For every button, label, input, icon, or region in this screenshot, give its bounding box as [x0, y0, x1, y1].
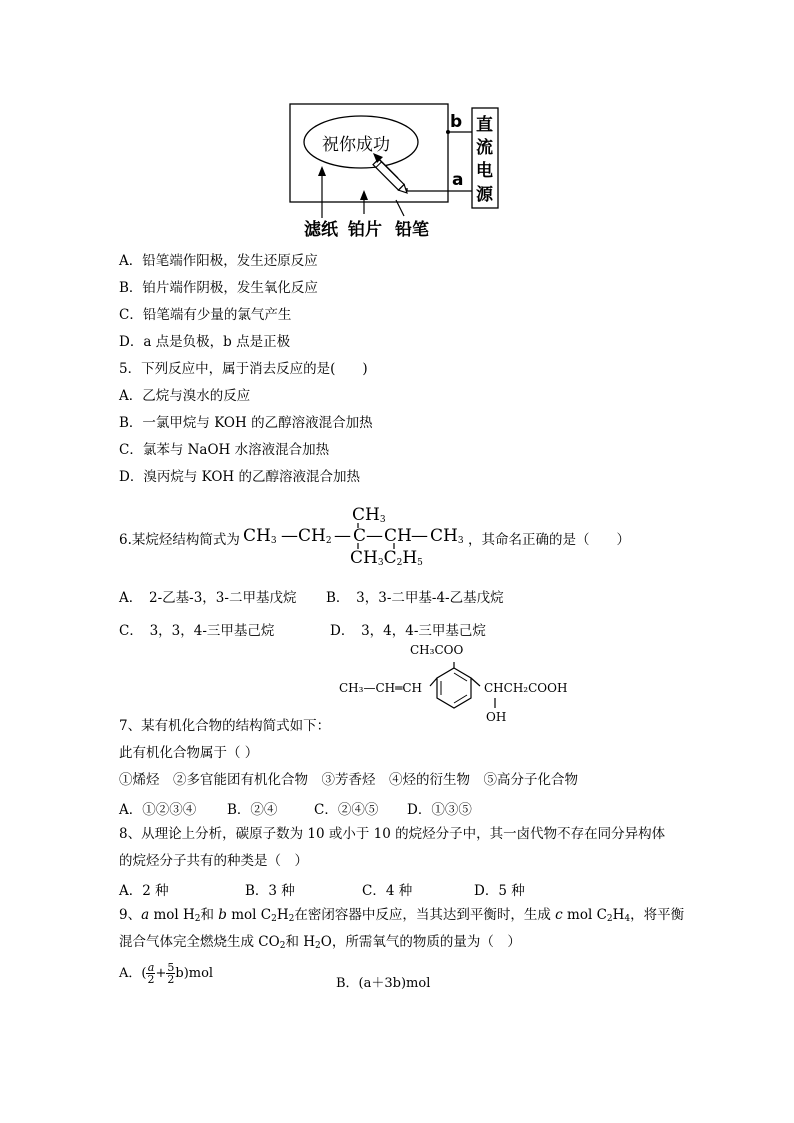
q4-option-c: C．铅笔端有少量的氯气产生 [119, 307, 292, 323]
ellipse-text: 祝你成功 [322, 135, 390, 155]
dc-source-char-2: 流 [476, 138, 493, 158]
q6-option-d: D． 3，4，4-三甲基己烷 [330, 623, 486, 639]
q7-option-a: A．①②③④ [119, 802, 197, 818]
filter-paper-label: 滤纸 [304, 220, 338, 240]
pencil-label: 铅笔 [395, 220, 429, 240]
q5-option-d: D．溴丙烷与 KOH 的乙醇溶液混合加热 [119, 469, 360, 485]
dc-source-char-4: 源 [476, 185, 493, 205]
q4-option-d: D．a 点是负极，b 点是正极 [119, 334, 291, 350]
q9-option-a: A．( $\frac{a}{2}$ + $\frac{5}{2}$ b)mol [119, 961, 214, 986]
q5-stem: 5．下列反应中，属于消去反应的是( ) [119, 361, 368, 377]
q8-option-b: B．3 种 [245, 883, 295, 899]
label-b: b [450, 112, 463, 132]
q7-option-d: D．①③⑤ [407, 802, 472, 818]
q6-bond-2: — [334, 526, 351, 546]
q8-line1: 8、从理论上分析，碳原子数为 10 或小于 10 的烷烃分子中，其一卤代物不存在同分异构体 [119, 826, 666, 842]
q6-c2: $CH_2$ [298, 526, 332, 546]
label-a: a [452, 170, 464, 190]
q7-option-c: C．②④⑤ [314, 802, 379, 818]
q6-stem-suffix: ，其命名正确的是（ ） [468, 532, 630, 548]
q8-line2: 的烷烃分子共有的种类是（ ） [119, 853, 308, 869]
q7-structure [330, 640, 580, 730]
dc-source-char-1: 直 [476, 115, 493, 135]
q5-option-c: C．氯苯与 NaOH 水溶液混合加热 [119, 442, 330, 458]
q7-line2: 此有机化合物属于（ ） [119, 745, 259, 761]
q7-bottom-group: OH [486, 710, 507, 724]
q9-line1: 9、a mol $H_2$和 b mol $C_2H_2$在密闭容器中反应，当其达到平衡时，生成 c mol $C_2H_4$，将平衡 [119, 907, 685, 924]
q6-option-a: A． 2-乙基-3，3-二甲基戊烷 [119, 590, 297, 606]
q7-option-b: B．②④ [227, 802, 278, 818]
q4-option-a: A．铅笔端作阳极，发生还原反应 [119, 253, 318, 269]
q6-stem-prefix: 6.某烷烃结构简式为 [119, 532, 240, 548]
q6-bottom-branch: $CH_3C_2H_5$ [350, 548, 423, 568]
q6-vertical-bonds [350, 520, 410, 552]
q6-bond-4: — [411, 526, 428, 546]
q7-choices: ①烯烃 ②多官能团有机化合物 ③芳香烃 ④烃的衍生物 ⑤高分子化合物 [119, 772, 578, 788]
q9-option-b: B．(a＋3b)mol [336, 976, 431, 991]
q6-c4: CH [384, 526, 412, 546]
dc-source-char-3: 电 [476, 161, 493, 181]
q7-right-group: CHCH₂COOH [484, 681, 568, 695]
q6-option-c: C． 3，3，4-三甲基己烷 [119, 623, 275, 639]
q9-fraction-1: $\frac{a}{2}$ [147, 961, 155, 986]
q7-left-group: CH₃—CH═CH [339, 681, 422, 695]
q8-option-c: C．4 种 [362, 883, 413, 899]
q6-option-b: B． 3，3-二甲基-4-乙基戊烷 [326, 590, 504, 606]
q9-fraction-2: $\frac{5}{2}$ [167, 961, 175, 986]
q7-top-group: CH₃COO [410, 643, 464, 657]
q8-option-a: A．2 种 [119, 883, 169, 899]
q6-c3: C [353, 526, 367, 546]
electrolysis-figure [280, 96, 520, 241]
q6-bond-1: — [281, 526, 298, 546]
q9-line2: 混合气体完全燃烧生成 $CO_2$和 $H_2O$，所需氧气的物质的量为（ ） [119, 934, 521, 951]
q4-option-b: B．铂片端作阴极，发生氧化反应 [119, 280, 318, 296]
q5-option-b: B．一氯甲烷与 KOH 的乙醇溶液混合加热 [119, 415, 373, 431]
q7-stem: 7、某有机化合物的结构简式如下： [119, 718, 331, 734]
platinum-label: 铂片 [348, 220, 382, 240]
q6-top-branch: $CH_3$ [352, 505, 386, 525]
q6-bond-3: — [366, 526, 383, 546]
q8-option-d: D．5 种 [474, 883, 525, 899]
q6-c5: $CH_3$ [430, 526, 464, 546]
q5-option-a: A．乙烷与溴水的反应 [119, 388, 251, 404]
q6-c1: $CH_3$ [243, 526, 277, 546]
